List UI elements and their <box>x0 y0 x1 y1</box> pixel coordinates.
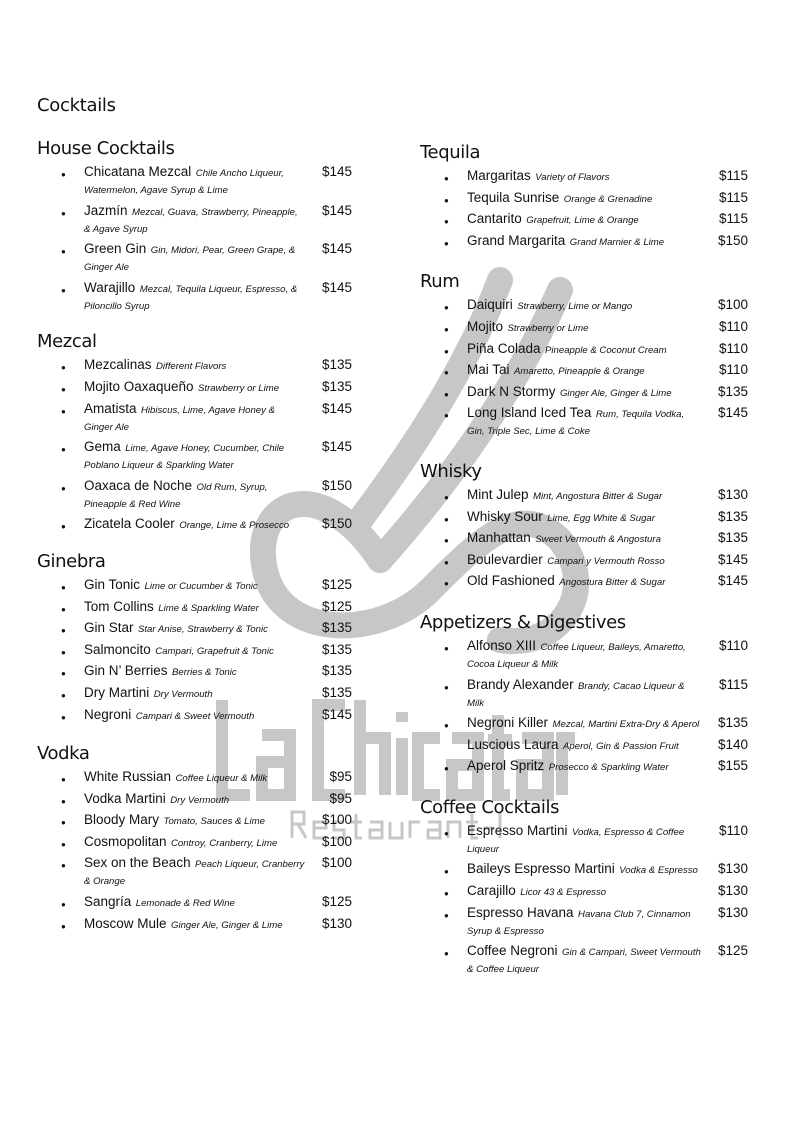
item-price: $140 <box>717 736 748 752</box>
item-description: Mezcal, Tequila Liqueur, Espresso, & Piloncillo Syrup <box>84 283 298 312</box>
item-description: Tomato, Sauces & Lime <box>163 816 265 828</box>
section-heading: Rum <box>420 271 460 293</box>
item-description: Vodka, Espresso & Coffee Liqueur <box>467 826 685 855</box>
item-description: Lemonade & Red Wine <box>135 898 235 910</box>
section-heading: Mezcal <box>37 331 97 353</box>
item-description: Gin & Campari, Sweet Vermouth & Coffee Liqueur <box>467 947 701 976</box>
item-description: Coffee Liqueur, Baileys, Amaretto, Cocoa Liqueur & Milk <box>467 641 686 670</box>
item-name: Baileys Espresso Martini <box>467 861 615 877</box>
bullet-icon: ● <box>444 764 449 774</box>
item-name: Espresso Martini <box>467 822 568 838</box>
bullet-icon: ● <box>61 483 66 493</box>
item-name: Boulevardier <box>467 551 543 567</box>
item-description: Aperol, Gin & Passion Fruit <box>563 740 679 752</box>
menu-item <box>37 812 397 834</box>
item-name: Dry Martini <box>84 684 150 700</box>
item-price: $145 <box>717 405 748 421</box>
menu-section <box>37 332 397 538</box>
menu-item <box>420 233 790 255</box>
bullet-icon: ● <box>61 522 66 532</box>
bullet-icon: ● <box>61 285 66 295</box>
bullet-icon: ● <box>444 682 449 692</box>
item-description: Chile Ancho Liqueur, Watermelon, Agave Syrup & Lime <box>84 168 284 196</box>
item-name: Salmoncito <box>84 641 151 657</box>
item-description: Gin, Midori, Pear, Green Grape, & Ginger Ale <box>84 245 296 274</box>
item-description: Rum, Tequila Vodka, Gin, Triple Sec, Lime & Coke <box>467 409 685 438</box>
item-name: Margaritas <box>467 168 531 183</box>
item-name: Old Fashioned <box>467 573 555 589</box>
bullet-icon: ● <box>444 411 449 421</box>
item-price: $115 <box>718 168 748 183</box>
item-description: Campari & Sweet Vermouth <box>135 710 255 722</box>
item-description: Lime & Sparkling Water <box>158 602 259 614</box>
item-name: Tequila Sunrise <box>467 189 560 205</box>
bullet-icon: ● <box>61 796 66 806</box>
bullet-icon: ● <box>444 303 449 313</box>
menu-item <box>420 638 790 677</box>
menu-item <box>420 823 790 862</box>
bullet-icon: ● <box>61 604 66 614</box>
item-description: Old Rum, Syrup, Pineapple & Red Wine <box>84 481 268 510</box>
bullet-icon: ● <box>61 406 66 416</box>
item-name: Zicatela Cooler <box>84 516 175 532</box>
section-heading: House Cocktails <box>37 138 175 159</box>
bullet-icon: ● <box>61 582 66 592</box>
menu-item <box>37 834 397 856</box>
bullet-icon: ● <box>61 247 66 257</box>
menu-item <box>37 707 397 729</box>
bullet-icon: ● <box>444 195 449 205</box>
item-price: $135 <box>321 357 352 373</box>
item-name: Aperol Spritz <box>467 758 545 774</box>
bullet-icon: ● <box>444 174 449 183</box>
item-description: Pineapple & Coconut Cream <box>545 344 667 356</box>
item-name: Mai Tai <box>467 362 510 378</box>
menu-section <box>420 272 790 444</box>
item-description: Mezcal, Martini Extra-Dry & Aperol <box>552 719 700 731</box>
bullet-icon: ● <box>61 775 66 785</box>
item-name: Daiquiri <box>467 297 513 313</box>
section-heading: Ginebra <box>37 550 106 572</box>
item-description: Strawberry or Lime <box>507 322 589 334</box>
bullet-icon: ● <box>61 384 66 394</box>
bullet-icon: ● <box>61 818 66 828</box>
item-price: $125 <box>717 943 748 959</box>
bullet-icon: ● <box>444 828 449 838</box>
bullet-icon: ● <box>444 721 449 731</box>
item-price: $145 <box>321 400 352 416</box>
bullet-icon: ● <box>444 346 449 356</box>
item-price: $135 <box>717 508 748 524</box>
menu-section <box>37 139 397 318</box>
item-description: Mezcal, Guava, Strawberry, Pineapple, & Agave Syrup <box>84 206 298 235</box>
item-name: Dark N Stormy <box>467 383 556 399</box>
item-name: Long Island Iced Tea <box>467 405 592 421</box>
item-description: Campari, Grapefruit & Tonic <box>155 645 274 657</box>
item-price: $110 <box>718 318 748 334</box>
item-description: Angostura Bitter & Sugar <box>559 577 666 589</box>
item-price: $125 <box>321 894 352 910</box>
item-description: Havana Club 7, Cinnamon Syrup & Espresso <box>467 908 691 937</box>
menu-section <box>420 462 790 595</box>
item-name: Sangría <box>84 894 132 910</box>
item-price: $145 <box>321 241 352 257</box>
item-price: $110 <box>718 362 748 378</box>
menu-item <box>37 894 397 916</box>
item-price: $110 <box>718 340 748 356</box>
item-name: Vodka Martini <box>84 790 166 806</box>
menu-section <box>420 798 790 982</box>
menu-item <box>420 530 790 552</box>
item-name: Alfonso XIII <box>467 637 537 653</box>
menu-item <box>37 599 397 621</box>
menu-item <box>37 620 397 642</box>
item-price: $115 <box>718 189 748 205</box>
bullet-icon: ● <box>444 324 449 334</box>
menu-item <box>420 341 790 363</box>
item-description: Vodka & Espresso <box>619 865 698 877</box>
bullet-icon: ● <box>61 626 66 636</box>
menu-item <box>37 916 397 938</box>
item-description: Orange, Lime & Prosecco <box>179 520 290 532</box>
item-price: $135 <box>717 383 748 399</box>
item-name: Mojito Oaxaqueño <box>84 378 194 394</box>
item-description: Strawberry or Lime <box>198 382 280 394</box>
item-name: Mezcalinas <box>84 357 152 373</box>
bullet-icon: ● <box>444 643 449 653</box>
item-price: $130 <box>717 486 748 502</box>
item-name: Gema <box>84 439 121 455</box>
bullet-icon: ● <box>444 217 449 227</box>
bullet-icon: ● <box>61 690 66 700</box>
item-name: Manhattan <box>467 530 531 546</box>
item-price: $100 <box>321 833 352 849</box>
bullet-icon: ● <box>444 889 449 899</box>
bullet-icon: ● <box>444 536 449 546</box>
section-heading: Whisky <box>420 460 482 482</box>
menu-section <box>420 143 790 254</box>
section-heading: Appetizers & Digestives <box>420 611 626 633</box>
menu-item <box>37 241 397 280</box>
menu-item <box>420 715 790 737</box>
item-name: Coffee Negroni <box>467 943 558 959</box>
item-price: $155 <box>717 758 748 774</box>
menu-item <box>420 211 790 233</box>
item-price: $125 <box>321 598 352 614</box>
menu-item <box>37 516 397 538</box>
menu-item <box>37 280 397 319</box>
menu-item <box>420 297 790 319</box>
item-price: $100 <box>321 855 352 871</box>
item-description: Berries & Tonic <box>171 667 237 679</box>
menu-item <box>420 362 790 384</box>
menu-item <box>37 642 397 664</box>
menu-column-right <box>420 143 790 982</box>
item-price: $145 <box>321 164 352 179</box>
item-price: $145 <box>717 551 748 567</box>
menu-item <box>37 478 397 517</box>
item-description: Campari y Vermouth Rosso <box>547 555 665 567</box>
item-name: Gin N’ Berries <box>84 663 168 679</box>
item-name: Whisky Sour <box>467 508 543 524</box>
item-name: Tom Collins <box>84 598 154 614</box>
item-name: Cosmopolitan <box>84 833 167 849</box>
item-name: Negroni <box>84 706 132 722</box>
item-price: $145 <box>321 439 352 455</box>
item-price: $130 <box>717 883 748 899</box>
item-price: $145 <box>717 573 748 589</box>
item-name: Negroni Killer <box>467 715 549 731</box>
item-description: Peach Liqueur, Cranberry & Orange <box>84 859 305 888</box>
menu-column-left <box>37 139 397 937</box>
item-price: $95 <box>329 769 352 785</box>
bullet-icon: ● <box>444 949 449 959</box>
item-price: $150 <box>717 232 748 248</box>
item-price: $135 <box>321 641 352 657</box>
page-title: Cocktails <box>37 95 116 116</box>
item-price: $115 <box>718 211 748 227</box>
menu-item <box>420 758 790 780</box>
menu-item <box>37 439 397 478</box>
menu-item <box>37 663 397 685</box>
bullet-icon: ● <box>61 900 66 910</box>
item-price: $135 <box>321 378 352 394</box>
item-price: $110 <box>718 822 748 838</box>
item-name: Green Gin <box>84 241 147 257</box>
item-description: Star Anise, Strawberry & Tonic <box>137 624 268 636</box>
menu-item <box>420 384 790 406</box>
menu-item <box>37 577 397 599</box>
menu-item <box>420 319 790 341</box>
menu-section <box>37 552 397 728</box>
item-description: Grapefruit, Lime & Orange <box>526 215 639 227</box>
bullet-icon: ● <box>61 445 66 455</box>
item-name: Brandy Alexander <box>467 676 574 692</box>
item-name: Oaxaca de Noche <box>84 477 193 493</box>
menu-item <box>37 401 397 440</box>
item-name: Jazmín <box>84 202 128 218</box>
menu-item <box>37 379 397 401</box>
item-name: Grand Margarita <box>467 232 566 248</box>
item-name: Warajillo <box>84 279 136 295</box>
item-name: Carajillo <box>467 883 516 899</box>
item-price: $115 <box>718 676 748 692</box>
item-price: $145 <box>321 202 352 218</box>
bullet-icon: ● <box>61 921 66 931</box>
bullet-icon: ● <box>61 363 66 373</box>
section-heading: Vodka <box>37 743 90 765</box>
menu-item <box>420 737 790 759</box>
item-price: $130 <box>717 904 748 920</box>
bullet-icon: ● <box>444 867 449 877</box>
item-price: $145 <box>321 279 352 295</box>
item-price: $150 <box>321 516 352 532</box>
item-name: Espresso Havana <box>467 904 574 920</box>
menu-item <box>420 190 790 212</box>
bullet-icon: ● <box>61 208 66 218</box>
menu-item <box>37 791 397 813</box>
item-description: Variety of Flavors <box>535 172 610 183</box>
item-name: Cantarito <box>467 211 522 227</box>
item-name: Amatista <box>84 400 137 416</box>
item-price: $135 <box>321 684 352 700</box>
menu-section <box>420 613 790 780</box>
bullet-icon: ● <box>444 514 449 524</box>
item-description: Orange & Grenadine <box>563 193 653 205</box>
item-price: $95 <box>329 790 352 806</box>
item-description: Coffee Liqueur & Milk <box>175 773 268 785</box>
menu-item <box>37 164 397 203</box>
item-price: $100 <box>321 812 352 828</box>
item-description: Ginger Ale, Ginger & Lime <box>559 387 672 399</box>
item-description: Brandy, Cacao Liqueur & Milk <box>467 680 685 709</box>
item-description: Sweet Vermouth & Angostura <box>535 534 661 546</box>
item-name: Sex on the Beach <box>84 855 191 871</box>
menu-item <box>420 552 790 574</box>
item-description: Licor 43 & Espresso <box>520 887 607 899</box>
item-description: Hibiscus, Lime, Agave Honey & Ginger Ale <box>84 404 276 433</box>
menu-item <box>420 405 790 444</box>
bullet-icon: ● <box>61 712 66 722</box>
menu-item <box>420 883 790 905</box>
item-description: Ginger Ale, Ginger & Lime <box>170 919 283 931</box>
item-description: Controy, Cranberry, Lime <box>171 837 278 849</box>
item-description: Different Flavors <box>155 361 227 373</box>
menu-item <box>37 769 397 791</box>
bullet-icon: ● <box>444 910 449 920</box>
menu-item <box>37 685 397 707</box>
item-description: Dry Vermouth <box>170 794 230 806</box>
menu-item <box>420 168 790 190</box>
bullet-icon: ● <box>61 861 66 871</box>
item-name: Mint Julep <box>467 486 529 502</box>
menu-item <box>420 905 790 944</box>
item-name: Moscow Mule <box>84 915 167 931</box>
menu-item <box>420 943 790 982</box>
menu-section <box>37 744 397 937</box>
bullet-icon: ● <box>444 557 449 567</box>
item-price: $130 <box>717 861 748 877</box>
item-description: Strawberry, Lime or Mango <box>517 301 633 313</box>
item-name: Mojito <box>467 318 504 334</box>
item-description: Lime, Agave Honey, Cucumber, Chile Poblano Liqueur & Sparkling Water <box>84 443 285 472</box>
menu-item <box>420 677 790 716</box>
item-description: Lime, Egg White & Sugar <box>547 512 655 524</box>
item-description: Dry Vermouth <box>153 688 213 700</box>
bullet-icon: ● <box>444 579 449 589</box>
item-price: $135 <box>717 715 748 731</box>
section-heading: Coffee Cocktails <box>420 796 560 818</box>
item-price: $125 <box>321 576 352 592</box>
item-price: $135 <box>321 663 352 679</box>
menu-item <box>420 487 790 509</box>
item-name: Piña Colada <box>467 340 541 356</box>
menu-item <box>420 861 790 883</box>
bullet-icon: ● <box>444 492 449 502</box>
menu-item <box>37 203 397 242</box>
item-description: Grand Marnier & Lime <box>569 236 665 248</box>
item-price: $145 <box>321 706 352 722</box>
item-description: Prosecco & Sparkling Water <box>548 762 669 774</box>
item-name: Bloody Mary <box>84 812 160 828</box>
section-heading: Tequila <box>420 142 481 163</box>
bullet-icon: ● <box>61 170 66 179</box>
bullet-icon: ● <box>61 669 66 679</box>
menu-item <box>37 855 397 894</box>
item-price: $130 <box>321 915 352 931</box>
bullet-icon: ● <box>61 647 66 657</box>
item-name: Chicatana Mezcal <box>84 164 192 179</box>
menu-item <box>37 357 397 379</box>
item-description: Mint, Angostura Bitter & Sugar <box>532 490 663 502</box>
item-price: $110 <box>718 637 748 653</box>
bullet-icon: ● <box>444 238 449 248</box>
item-price: $135 <box>321 620 352 636</box>
item-name: White Russian <box>84 769 172 785</box>
menu-item <box>420 573 790 595</box>
bullet-icon: ● <box>444 389 449 399</box>
item-name: Gin Star <box>84 620 134 636</box>
bullet-icon: ● <box>61 839 66 849</box>
item-name: Luscious Laura <box>467 736 559 752</box>
item-price: $100 <box>717 297 748 313</box>
item-description: Amaretto, Pineapple & Orange <box>513 366 645 378</box>
item-description: Lime or Cucumber & Tonic <box>144 580 258 592</box>
bullet-icon: ● <box>444 368 449 378</box>
item-price: $150 <box>321 477 352 493</box>
menu-item <box>420 509 790 531</box>
item-price: $135 <box>717 530 748 546</box>
item-name: Gin Tonic <box>84 576 141 592</box>
